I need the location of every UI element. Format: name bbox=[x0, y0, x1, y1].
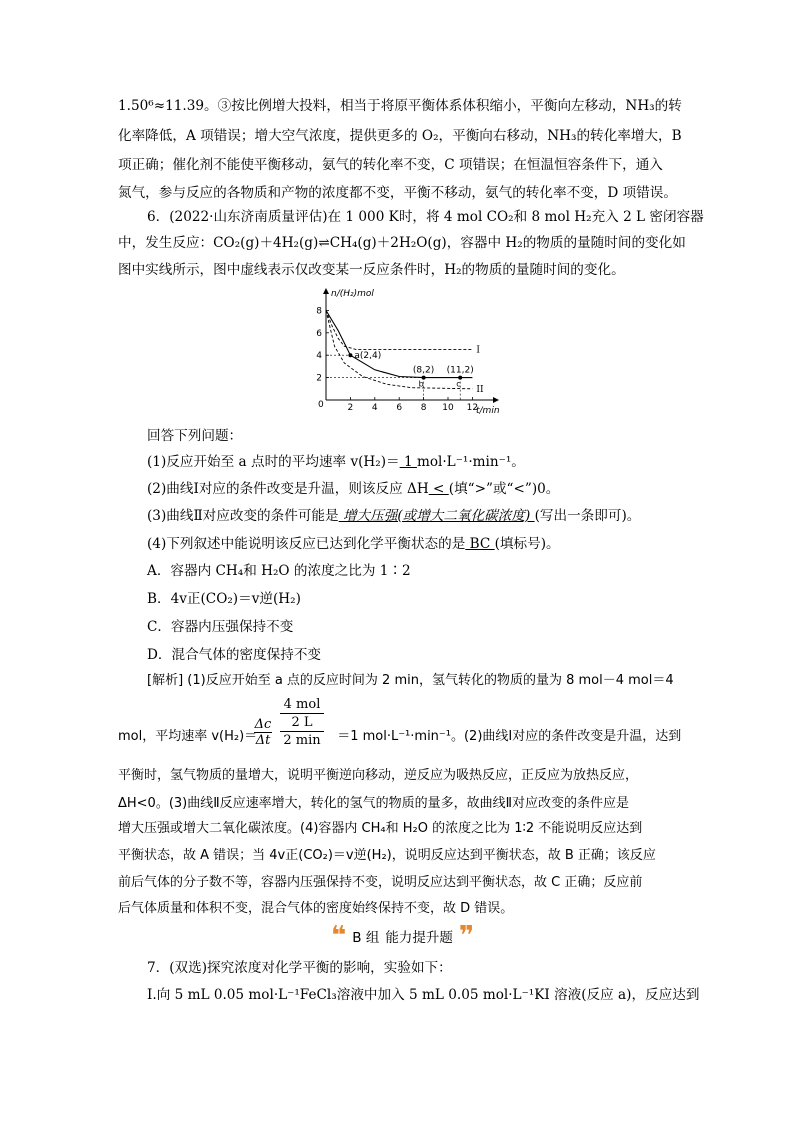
question-6-line: 中，发生反应：CO₂(g)＋4H₂(g)⇌CH₄(g)＋2H₂O(g)，容器中 H₂的物质的量随时间的变化如 bbox=[118, 235, 686, 251]
solution-line: [解析] (1)反应开始至 a 点的反应时间为 2 min，氢气转化的物质的量为 8 mol－4 mol＝4 bbox=[147, 673, 674, 688]
group-title: 能力提升题 bbox=[385, 930, 453, 946]
answer-3: 增大压强(或增大二氧化碳浓度) bbox=[338, 508, 535, 524]
option-c: C．容器内压强保持不变 bbox=[147, 619, 294, 635]
line-label: I bbox=[476, 345, 480, 356]
open-quote-icon: ❝ bbox=[331, 921, 347, 951]
x-tick-label: 12 bbox=[466, 403, 479, 413]
text-line: 氮气，参与反应的各物质和产物的浓度都不变，平衡不移动，氨气的转化率不变，D 项错误。 bbox=[118, 185, 677, 201]
point-letter: b bbox=[418, 379, 424, 389]
series-line-I bbox=[326, 310, 472, 349]
solution-line: 后气体质量和体积不变，混合气体的密度始终保持不变，故 D 错误。 bbox=[118, 901, 514, 916]
y-axis-label: n/(H₂)mol bbox=[331, 289, 374, 299]
fraction-mid: 2 L bbox=[291, 715, 313, 730]
answer-2: < bbox=[428, 481, 449, 497]
x-axis-label: t/min bbox=[476, 406, 500, 416]
fraction-bot: 2 min bbox=[283, 733, 321, 748]
option-a: A．容器内 CH₄和 H₂O 的浓度之比为 1∶2 bbox=[147, 563, 411, 579]
point-letter: c bbox=[456, 379, 461, 389]
solution-line: 平衡状态，故 A 错误；当 4v正(CO₂)＝v逆(H₂)，说明反应达到平衡状态，故 B 正确；该反应 bbox=[118, 848, 656, 863]
solution-line: mol，平均速率 v(H₂)＝ ＝1 mol·L⁻¹·min⁻¹。(2)曲线Ⅰ对应的条件改变是升温，达到 bbox=[118, 729, 682, 744]
solution-line: 前后气体的分子数不等，容器内压强保持不变，说明反应达到平衡状态，故 C 正确；反应前 bbox=[118, 875, 643, 890]
question-7-line: Ⅰ.向 5 mL 0.05 mol·L⁻¹FeCl₃溶液中加入 5 mL 0.05 mol·L⁻¹KI 溶液(反应 a)，反应达到 bbox=[147, 987, 700, 1003]
x-tick-label: 2 bbox=[347, 403, 354, 413]
question-7-line: 7．(双选)探究浓度对化学平衡的影响，实验如下： bbox=[147, 960, 452, 976]
x-tick-label: 4 bbox=[371, 403, 378, 413]
origin-label: 0 bbox=[318, 400, 324, 410]
x-tick-label: 6 bbox=[396, 403, 403, 413]
text-line: 项正确；催化剂不能使平衡移动，氨气的转化率不变，C 项错误；在恒温恒容条件下，通入 bbox=[118, 157, 663, 173]
solution-line: 增大压强或增大二氧化碳浓度。(4)容器内 CH₄和 H₂O 的浓度之比为 1∶2 不能说明反应达到 bbox=[118, 821, 643, 836]
answer-1: 1 bbox=[399, 454, 417, 470]
answer-4: BC bbox=[465, 536, 495, 552]
y-tick-label: 4 bbox=[316, 351, 322, 362]
solution-line: ΔH<0。(3)曲线Ⅱ反应速率增大，转化的氢气的物质的量多，故曲线Ⅱ对应改变的条件应是 bbox=[118, 796, 630, 811]
x-tick-label: 10 bbox=[442, 403, 454, 413]
question-6-line: 图中实线所示，图中虚线表示仅改变某一反应条件时，H₂的物质的量随时间的变化。 bbox=[118, 262, 625, 278]
part-2: (2)曲线Ⅰ对应的条件改变是升温，则该反应 ΔH < (填“>”或“<”)0。 bbox=[147, 481, 560, 497]
y-tick-label: 2 bbox=[316, 373, 322, 384]
h2-amount-chart bbox=[300, 285, 510, 420]
rate-fraction: Δc Δt bbox=[254, 717, 272, 748]
text-line: 1.50⁶≈11.39。③按比例增大投料，相当于将原平衡体系体积缩小，平衡向左移动，NH₃的转 bbox=[118, 98, 682, 114]
y-tick-label: 6 bbox=[316, 328, 322, 339]
part-1: (1)反应开始至 a 点时的平均速率 v(H₂)＝ 1 mol·L⁻¹·min⁻¹。 bbox=[147, 454, 525, 470]
x-tick-label: 8 bbox=[420, 403, 427, 413]
intro: 回答下列问题： bbox=[147, 428, 243, 444]
close-quote-icon: ❞ bbox=[458, 921, 475, 951]
point-label: (11,2) bbox=[446, 365, 474, 376]
solution-line: 平衡时，氢气物质的量增大，说明平衡逆向移动，逆反应为吸热反应，正反应为放热反应， bbox=[118, 768, 639, 783]
text-line: 化率降低，A 项错误；增大空气浓度，提供更多的 O₂，平衡向右移动，NH₃的转化率增大，B bbox=[118, 128, 682, 144]
part-4: (4)下列叙述中能说明该反应已达到化学平衡状态的是 BC (填标号)。 bbox=[147, 536, 560, 552]
fraction-top: 4 mol bbox=[283, 697, 321, 712]
group-label: B 组 bbox=[352, 930, 380, 946]
y-tick-label: 8 bbox=[316, 306, 322, 317]
option-d: D．混合气体的密度保持不变 bbox=[147, 647, 322, 663]
question-6-line: 6．(2022·山东济南质量评估)在 1 000 K时，将 4 mol CO₂和 8 mol H₂充入 2 L 密闭容器 bbox=[147, 209, 704, 225]
line-label: II bbox=[476, 384, 484, 395]
part-3: (3)曲线Ⅱ对应改变的条件可能是 增大压强(或增大二氧化碳浓度) (写出一条即可)。 bbox=[147, 508, 641, 524]
point-label: a(2,4) bbox=[354, 351, 382, 362]
data-point bbox=[348, 353, 352, 357]
point-label: (8,2) bbox=[412, 365, 435, 376]
section-banner bbox=[331, 921, 475, 951]
option-b: B．4v正(CO₂)＝v逆(H₂) bbox=[147, 591, 301, 607]
